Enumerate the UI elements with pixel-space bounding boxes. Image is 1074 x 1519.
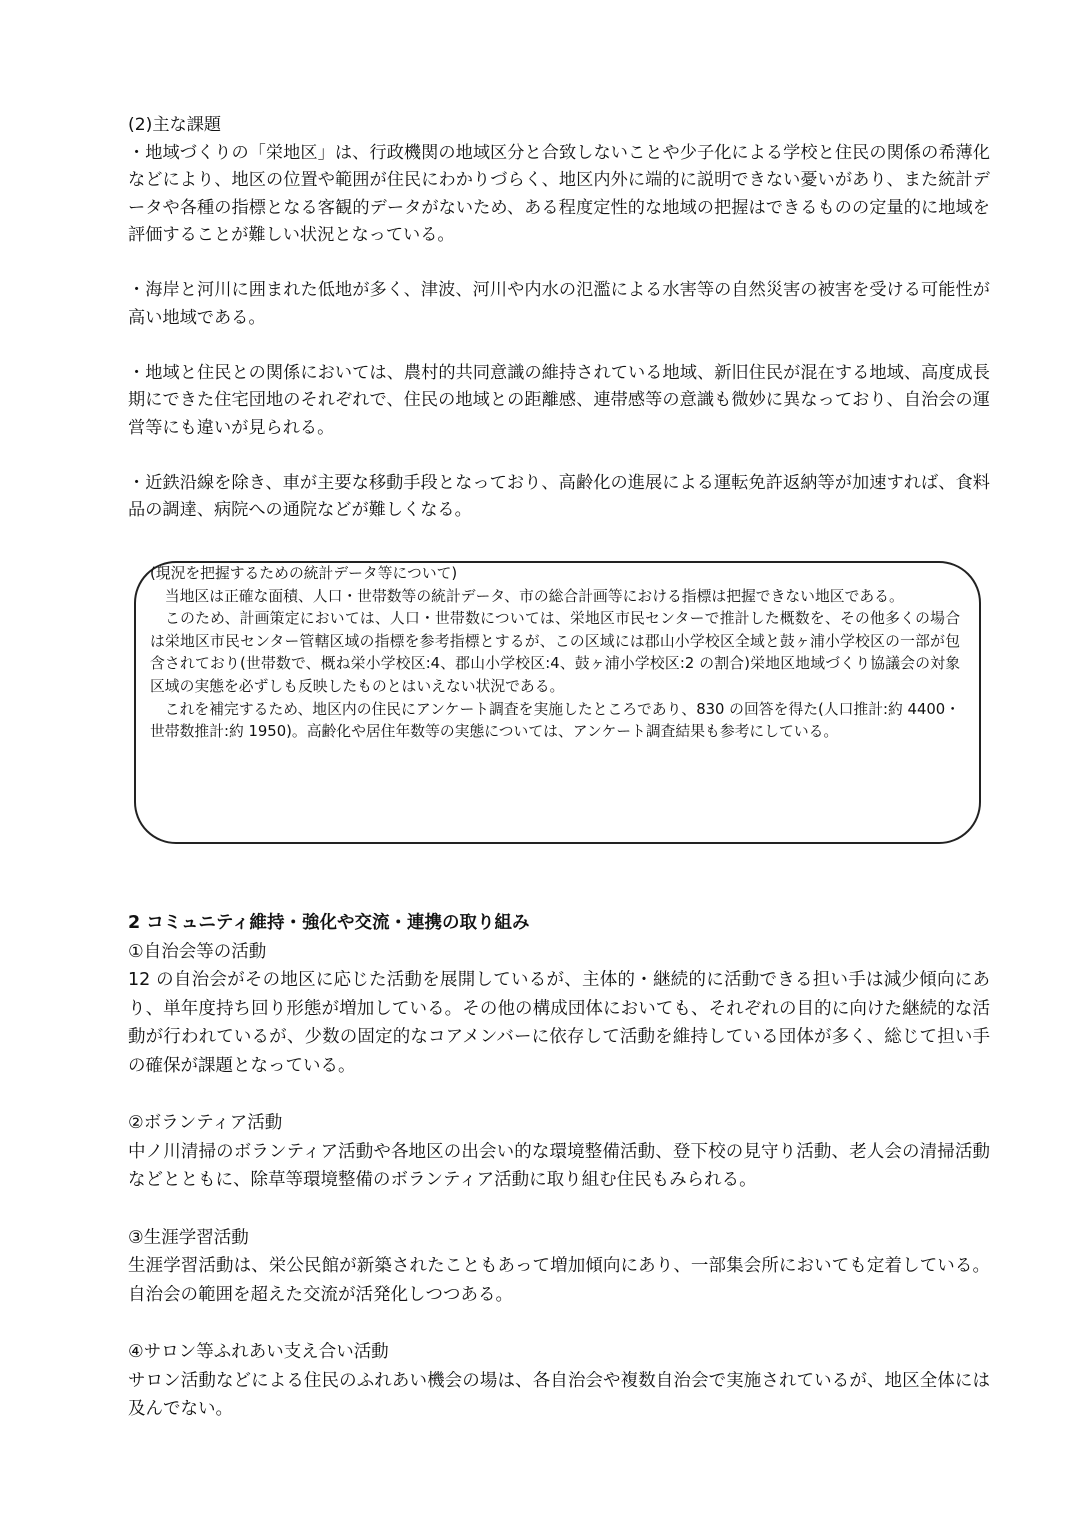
activity-text: サロン活動などによる住民のふれあい機会の場は、各自治会や複数自治会で実施されているが、地区全体には及んでない。 (128, 1370, 990, 1420)
activity-title: ③生涯学習活動 (128, 1227, 249, 1248)
note-paragraph: 当地区は正確な面積、人口・世帯数等の統計データ、市の総合計画等における指標は把握できない地区である。 (150, 587, 904, 605)
issues-heading: (2)主な課題 (128, 115, 222, 135)
activity-title: ②ボランティア活動 (128, 1113, 283, 1134)
activity-text: 生涯学習活動は、栄公民館が新築されたこともあって増加傾向にあり、一部集会所においても定着している。自治会の範囲を超えた交流が活発化しつつある。 (128, 1256, 990, 1305)
note-paragraph: これを補完するため、地区内の住民にアンケート調査を実施したところであり、830 の回答を得た(人口推計:約 4400・世帯数推計:約 1950)。高齢化や居住年数等の実態については、アンケート調査結果も参考にしている。 (150, 700, 960, 741)
activity-title: ④サロン等ふれあい支え合い活動 (128, 1341, 389, 1362)
issue-paragraph: ・地域づくりの「栄地区」は、行政機関の地域区分と合致しないことや少子化による学校と住民の関係の希薄化などにより、地区の位置や範囲が住民にわかりづらく、地区内外に端的に説明できない憂いがあり、また統計データや各種の指標となる客観的データがないため、ある程度定性的な地域の把握はできるものの定量的に地域を評価することが難しい状況となっている。 (128, 142, 990, 245)
issue-paragraph: ・地域と住民との関係においては、農村的共同意識の維持されている地域、新旧住民が混在する地域、高度成長期にできた住宅団地のそれぞれで、住民の地域との距離感、連帯感等の意識も微妙に異なっており、自治会の運営等にも違いが見られる。 (128, 362, 990, 438)
issue-paragraph: ・近鉄沿線を除き、車が主要な移動手段となっており、高齢化の進展による運転免許返納等が加速すれば、食料品の調達、病院への通院などが難しくなる。 (128, 472, 990, 520)
activity-text: 12 の自治会がその地区に応じた活動を展開しているが、主体的・継続的に活動できる担い手は減少傾向にあり、単年度持ち回り形態が増加している。その他の構成団体においても、それぞれの目的に向けた継続的な活動が行われているが、少数の固定的なコアメンバーに依存して活動を維持している団体が多く、総じて担い手の確保が課題となっている。 (128, 970, 990, 1076)
community-section (128, 909, 990, 1424)
activity-title: ①自治会等の活動 (128, 941, 267, 962)
section-title: 2 コミュニティ維持・強化や交流・連携の取り組み (128, 913, 530, 933)
note-paragraph: このため、計画策定においては、人口・世帯数については、栄地区市民センターで推計した概数を、その他多くの場合は栄地区市民センター管轄区域の指標を参考指標とするが、この区域には郡山小学校区全域と鼓ヶ浦小学校区の一部が包含されており(世帯数で、概ね栄小学校区:4、郡山小学校区:4、鼓ヶ浦小学校区:2 の割合)栄地区地域づくり協議会の対象区域の実態を必ずしも反映したものとはいえない状況である。 (150, 610, 961, 695)
activity-text: 中ノ川清掃のボランティア活動や各地区の出会い的な環境整備活動、登下校の見守り活動、老人会の清掃活動などとともに、除草等環境整備のボランティア活動に取り組む住民もみられる。 (128, 1141, 990, 1191)
statistics-note-content (150, 563, 960, 744)
note-box-title: (現況を把握するための統計データ等について) (150, 565, 458, 582)
issue-paragraph: ・海岸と河川に囲まれた低地が多く、津波、河川や内水の氾濫による水害等の自然災害の被害を受ける可能性が高い地域である。 (128, 280, 990, 328)
main-issues-section (128, 112, 990, 552)
